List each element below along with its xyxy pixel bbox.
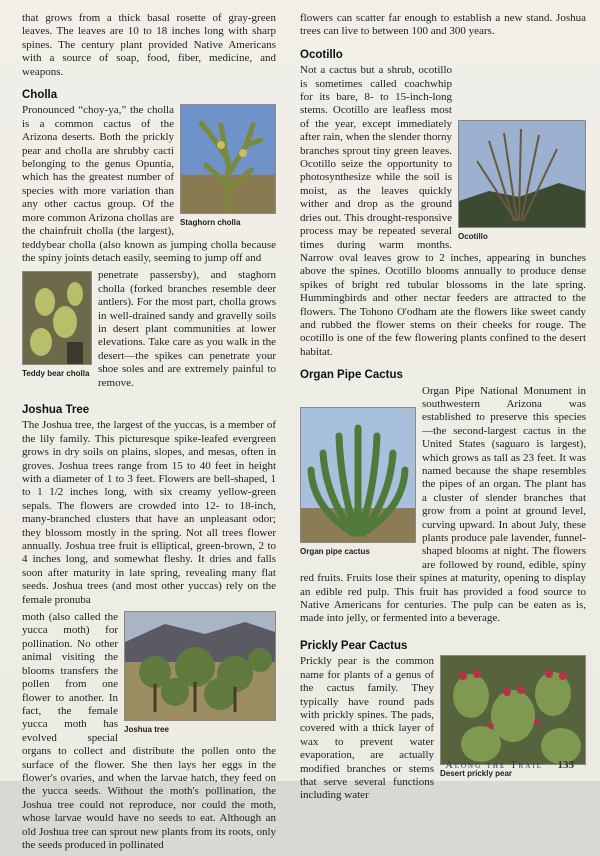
- joshua-tree-heading: Joshua Tree: [22, 403, 90, 416]
- left-column: [22, 12, 276, 856]
- ocotillo-paragraph: Not a cactus but a shrub, ocotillo is sometimes called coachwhip for its bare, 8- to 15-inch-long stems. Ocotillo are leafless most of the year, except immediately after rain, when the slender thorny branches sprout tiny green leaves. Ocotillo seize the opportunity to photosynthesize while the soil is moist, as the leaves quickly wither and drop as the ground dries out. This drought-responsive process may be repeated several times during warm months. Narrow oval leaves grow to 2 inches, appearing in bunches above the spines. Ocotillo blooms annually to produce dense spikes of bright red tubular blossoms in the late spring. Hummingbirds and other nectar feeders are attracted to the flowers. The Tohono O'odham ate the flowers like sweet candy and rubbed the flower stems on their cheeks for rouge. The ocotillo is one of the few flowering plants confined to the desert habitat.: [300, 64, 586, 358]
- prickly-pear-paragraph: Prickly pear is the common name for plants of a genus of the cactus family. They typically have round pads with prickly spines. The pads, covered with a thick layer of wax to prevent water evaporation, are actually modified branches or stems that serve several functions including water: [300, 655, 434, 802]
- organ-pipe-caption: Organ pipe cactus: [300, 546, 370, 556]
- ocotillo-heading: Ocotillo: [300, 48, 343, 61]
- prickly-pear-caption: Desert prickly pear: [440, 769, 513, 779]
- joshua-tree-caption: Joshua tree: [124, 725, 169, 735]
- staghorn-cholla-caption: Staghorn cholla: [180, 218, 241, 228]
- organ-pipe-paragraph: Organ Pipe National Monument in southwestern Arizona was established to preserve this species—the second-largest cactus in the United States (saguaro is largest), which grows as tall as 23 feet. It was named because the shape resembles the pipes of an organ. The plant has a cluster of slender branches that grow from a point at ground level, curving upward. In about July, these plants produce pale lavender, funnel-shaped blooms at night. The flowers are followed by round, edible, spiny red fruits. Fruits lose their spines at maturity, opening to display an edible red pulp. This fruit has provided a food source to Native Americans for centuries. The pulp can be eaten as is, made into jelly, or fermented into a beverage.: [300, 384, 586, 625]
- ocotillo-caption: Ocotillo: [458, 232, 488, 242]
- teddy-bear-cholla-caption: Teddy bear cholla: [22, 369, 90, 379]
- staghorn-cholla-photo: [180, 104, 276, 214]
- joshua-tree-figure: [124, 611, 276, 736]
- organ-pipe-heading: Organ Pipe Cactus: [300, 369, 403, 382]
- ocotillo-photo: [458, 120, 586, 228]
- cholla-heading: Cholla: [22, 89, 58, 102]
- teddy-bear-cholla-photo: [22, 271, 92, 365]
- joshua-tree-paragraph-2: moth (also called the yucca moth) for pollination. No other animal visiting the blooms transfers the pollen from one flower to another. In fact, the female yucca moth has evolved special organs to collect and distribute the pollen onto the surface of the flower. She then lays her eggs in the flower's ovaries, and when the larvae hatch, they feed on the yucca seeds. Without the moth's pollination, the Joshua tree could not reproduce, nor could the moth, whose larvae would have no seeds to eat. Although an old Joshua tree can sprout new plants from its roots, only the seeds produced in pollinated: [22, 611, 276, 851]
- organ-pipe-figure: [300, 407, 416, 558]
- right-column: [300, 12, 586, 807]
- prickly-pear-photo: [440, 655, 586, 765]
- staghorn-cholla-figure: [180, 104, 276, 229]
- joshua-tree-paragraph-1: The Joshua tree, the largest of the yuccas, is a member of the lily family. This picturesque spike-leafed evergreen grows in dry soils on plains, slopes, and mesas, often in groves. Joshua trees range from 15 to 40 feet in height with a diameter of 1 to 3 feet. Flowers are bell-shaped, 1 to 1 1/2 inches long, with six creamy yellow-green sepals. The flowers are crowded into 12- to 18-inch, many-branched clusters that have an unpleasant odor; they blossom mostly in the spring. Not all trees flower annually. Joshua tree fruit is elliptical, green-brown, 2 to 4 inches long, and somewhat fleshy. It dries and falls soon after maturity in late spring, revealing many flat seeds. Joshua trees (and most other yuccas) rely on the female pronuba: [22, 419, 276, 606]
- page-number: 133: [557, 759, 574, 771]
- cholla-paragraph-2: penetrate passersby), and staghorn cholla (forked branches resemble deer antlers). For the most part, cholla grows in well-drained sandy and gravelly soils in desert plant communities at lower elevations. Take care as you walk in the desert—the spikes can penetrate your shoe soles and are extremely painful to remove.: [98, 269, 276, 389]
- joshua-tree-continuation: flowers can scatter far enough to establish a new stand. Joshua trees can live to between 100 and 300 years.: [300, 12, 586, 38]
- cholla-paragraph-1: Pronounced “choy-ya,” the cholla is a common cactus of the Arizona deserts. Both the prickly pear and cholla are shrubby cacti belonging to the genus Opuntia, which has the greatest number of species with more variation than any other cactus group. Of the more common Arizona chollas are the chainfruit cholla (the largest), teddybear cholla (also known as jumping cholla because the spiny joints detach easily, seeming to jump off and: [22, 104, 276, 264]
- ocotillo-figure: [458, 120, 586, 243]
- organ-pipe-photo: [300, 407, 416, 543]
- page-footer: [445, 759, 574, 771]
- teddy-bear-cholla-figure: [22, 271, 92, 380]
- footer-section-title: Along the Trail: [445, 760, 543, 771]
- joshua-tree-photo: [124, 611, 276, 721]
- century-plant-continuation: that grows from a thick basal rosette of gray-green leaves. The leaves are 10 to 18 inches long with sharp spines. The century plant provided Native Americans with a source of soap, food, fiber, medicine, and weapons.: [22, 12, 276, 78]
- prickly-pear-heading: Prickly Pear Cactus: [300, 639, 408, 652]
